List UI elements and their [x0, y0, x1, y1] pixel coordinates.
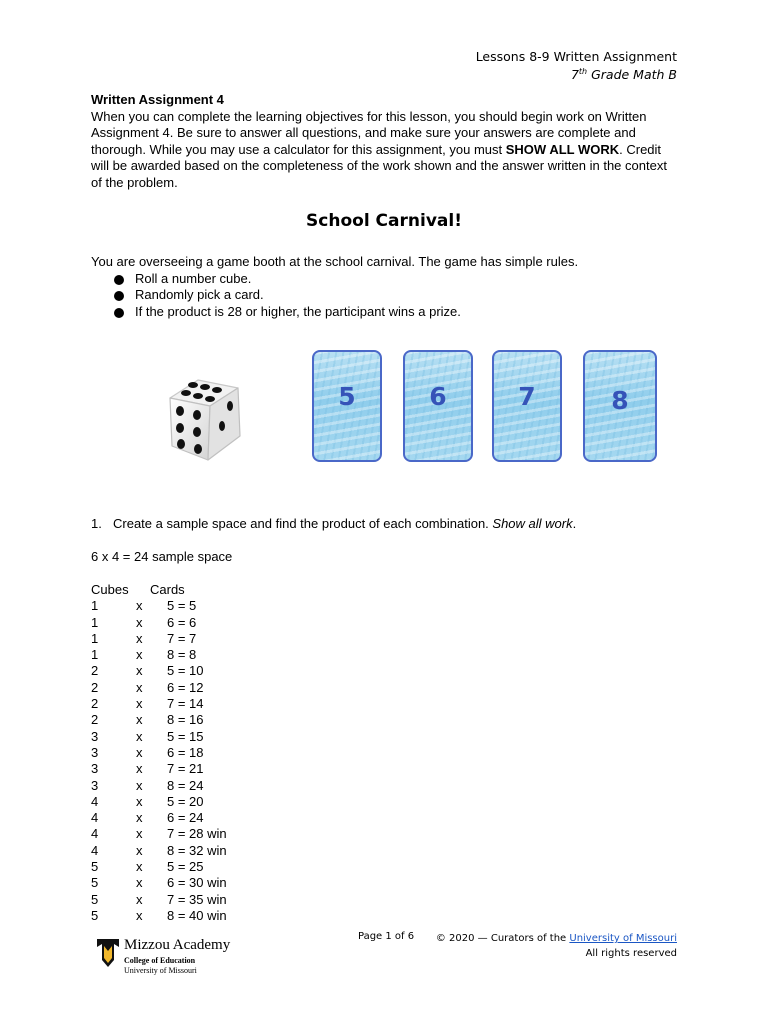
- product-value: 5 = 5: [167, 598, 197, 614]
- logo-university: University of Missouri: [124, 966, 197, 975]
- times-sign: x: [136, 663, 143, 679]
- product-value: 6 = 12: [167, 679, 204, 695]
- times-sign: x: [136, 777, 143, 793]
- times-sign: x: [136, 793, 143, 809]
- times-sign: x: [136, 679, 143, 695]
- logo-college: College of Education: [124, 956, 196, 965]
- times-sign: x: [136, 761, 143, 777]
- cube-value: 3: [91, 761, 99, 777]
- product-value: 5 = 20: [167, 793, 204, 809]
- cube-value: 1: [91, 614, 99, 630]
- header-cubes: Cubes: [91, 582, 129, 597]
- cube-value: 5: [91, 859, 99, 875]
- number-card: 8: [583, 350, 657, 462]
- page-header: [476, 48, 677, 84]
- page-number: Page 1 of 6: [358, 931, 415, 942]
- cube-value: 5: [91, 907, 99, 923]
- university-link[interactable]: University of Missouri: [569, 933, 677, 944]
- product-value: 8 = 8: [167, 647, 197, 663]
- header-lesson-title: Lessons 8-9 Written Assignment: [475, 49, 677, 64]
- number-card: 6: [403, 350, 473, 462]
- times-sign: x: [136, 614, 143, 630]
- cube-value: 1: [91, 630, 99, 646]
- assignment-intro: [91, 92, 676, 191]
- logo-name: Mizzou Academy: [124, 937, 231, 953]
- cube-value: 2: [91, 663, 99, 679]
- rule-item: If the product is 28 or higher, the participant wins a prize.: [114, 304, 676, 321]
- product-value: 6 = 6: [167, 614, 197, 630]
- header-grade: 7th Grade Math B: [570, 66, 677, 82]
- cube-value: 2: [91, 679, 99, 695]
- cube-value: 2: [91, 696, 99, 712]
- times-sign: x: [136, 630, 143, 646]
- product-value: 5 = 15: [167, 728, 204, 744]
- cube-value: 2: [91, 712, 99, 728]
- cube-value: 4: [91, 842, 99, 858]
- times-sign: x: [136, 907, 143, 923]
- product-value: 8 = 40 win: [167, 907, 227, 923]
- rule-item: Randomly pick a card.: [114, 287, 676, 304]
- page-title: School Carnival!: [306, 211, 462, 231]
- times-sign: x: [136, 826, 143, 842]
- game-rules: [91, 254, 676, 320]
- cube-value: 4: [91, 826, 99, 842]
- cube-value: 1: [91, 598, 99, 614]
- rights-reserved: All rights reserved: [585, 948, 677, 959]
- times-sign: x: [136, 842, 143, 858]
- product-value: 6 = 18: [167, 744, 204, 760]
- cube-value: 4: [91, 793, 99, 809]
- cube-value: 1: [91, 647, 99, 663]
- assignment-instructions: When you can complete the learning objectives for this lesson, you should begin work on Written Assignment 4. Be sure to answer all questions, and make sure your answers are complete and thorough. While you may use a calculator for this assignment, you must SHOW ALL WORK. Credit will be awarded based on the completeness of the work shown and the answer written in the context of the problem.: [91, 108, 667, 190]
- cube-value: 3: [91, 744, 99, 760]
- times-sign: x: [136, 712, 143, 728]
- rules-lead: You are overseeing a game booth at the school carnival. The game has simple rules.: [91, 254, 579, 269]
- mizzou-academy-logo: [97, 937, 257, 979]
- times-sign: x: [136, 744, 143, 760]
- cube-value: 5: [91, 891, 99, 907]
- product-value: 7 = 14: [167, 696, 204, 712]
- times-sign: x: [136, 859, 143, 875]
- product-value: 7 = 28 win: [167, 826, 227, 842]
- times-sign: x: [136, 875, 143, 891]
- cube-value: 4: [91, 810, 99, 826]
- times-sign: x: [136, 647, 143, 663]
- header-cards: Cards: [150, 582, 185, 597]
- rules-list: [91, 271, 676, 321]
- mizzou-shield-icon: [97, 939, 119, 969]
- product-value: 6 = 24: [167, 810, 204, 826]
- assignment-title: Written Assignment 4: [91, 92, 224, 107]
- question-1: 1. Create a sample space and find the product of each combination. Show all work.: [91, 516, 577, 531]
- times-sign: x: [136, 810, 143, 826]
- cube-value: 3: [91, 777, 99, 793]
- product-value: 8 = 16: [167, 712, 204, 728]
- number-card: 7: [492, 350, 562, 462]
- times-sign: x: [136, 598, 143, 614]
- number-cube-image: [158, 374, 244, 464]
- cube-value: 5: [91, 875, 99, 891]
- product-value: 5 = 25: [167, 859, 204, 875]
- product-value: 5 = 10: [167, 663, 204, 679]
- times-sign: x: [136, 696, 143, 712]
- number-card: 5: [312, 350, 382, 462]
- times-sign: x: [136, 728, 143, 744]
- rule-item: Roll a number cube.: [114, 271, 676, 288]
- copyright: © 2020 — Curators of the University of Missouri All rights reserved: [435, 933, 677, 959]
- product-value: 7 = 7: [167, 630, 197, 646]
- product-value: 8 = 32 win: [167, 842, 227, 858]
- cube-value: 3: [91, 728, 99, 744]
- times-sign: x: [136, 891, 143, 907]
- product-value: 7 = 21: [167, 761, 204, 777]
- sample-space-size: 6 x 4 = 24 sample space: [91, 549, 233, 564]
- product-value: 7 = 35 win: [167, 891, 227, 907]
- product-value: 8 = 24: [167, 777, 204, 793]
- product-value: 6 = 30 win: [167, 875, 227, 891]
